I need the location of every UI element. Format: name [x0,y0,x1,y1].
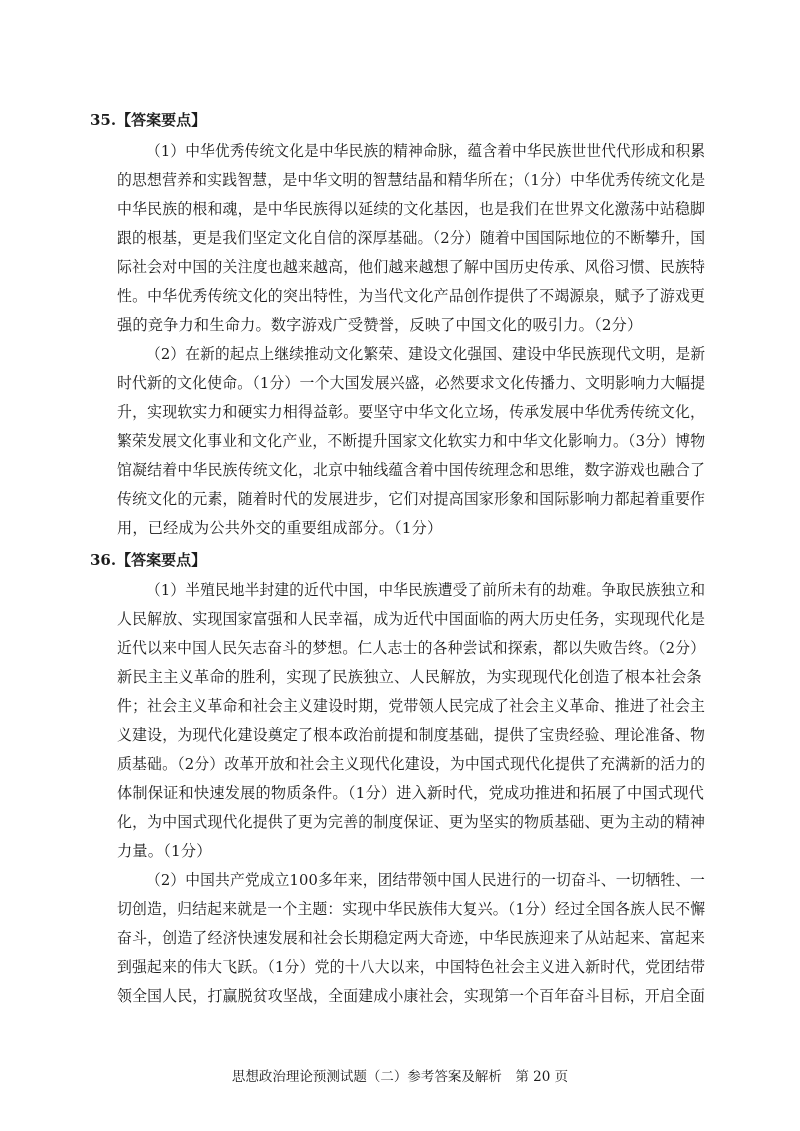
section-35-line: 际社会对中国的关注度也越来越高，他们越来越想了解中国历史传承、风俗习惯、民族特 [117,258,706,276]
section-35-line: 强的竞争力和生命力。数字游戏广受赞誉，反映了中国文化的吸引力。（2分） [117,316,643,334]
section-36-line: （1）半殖民地半封建的近代中国，中华民族遭受了前所未有的劫难。争取民族独立和 [146,581,706,599]
section-36-line: 到强起来的伟大飞跃。（1分）党的十八大以来，中国特色社会主义进入新时代，党团结带 [117,958,706,976]
section-35-line: 性。中华优秀传统文化的突出特性，为当代文化产品创作提供了不竭源泉，赋予了游戏更 [117,287,706,305]
section-35-line: 跟的根基，更是我们坚定文化自信的深厚基础。（2分）随着中国国际地位的不断攀升，国 [117,229,706,247]
section-36-line: 义建设，为现代化建设奠定了根本政治前提和制度基础，提供了宝贵经验、理论准备、物 [117,726,706,744]
section-36-line: 新民主主义革命的胜利，实现了民族独立、人民解放，为实现现代化创造了根本社会条 [117,668,702,686]
section-35-line: 传统文化的元素，随着时代的发展进步，它们对提高国家形象和国际影响力都起着重要作 [117,490,706,508]
section-36-line: 切创造，归结起来就是一个主题：实现中华民族伟大复兴。（1分）经过全国各族人民不懈 [117,900,706,918]
section-36-line: 力量。（1分） [117,842,212,860]
section-35-line: 的思想营养和实践智慧，是中华文明的智慧结晶和精华所在；（1分）中华优秀传统文化是 [117,171,706,189]
section-36-line: 领全国人民，打赢脱贫攻坚战，全面建成小康社会，实现第一个百年奋斗目标，开启全面 [117,987,706,1005]
section-36-line: 近代以来中国人民矢志奋斗的梦想。仁人志士的各种尝试和探索，都以失败告终。（2分） [117,639,706,657]
section-35-line: （1）中华优秀传统文化是中华民族的精神命脉，蕴含着中华民族世世代代形成和积累 [146,142,706,160]
section-35-line: 时代新的文化使命。（1分）一个大国发展兴盛，必然要求文化传播力、文明影响力大幅提 [117,374,706,392]
section-35-line: （2）在新的起点上继续推动文化繁荣、建设文化强国、建设中华民族现代文明，是新 [146,345,706,363]
section-35-line: 繁荣发展文化事业和文化产业，不断提升国家文化软实力和中华文化影响力。（3分）博物 [117,432,706,450]
section-36-line: 奋斗，创造了经济快速发展和社会长期稳定两大奇迹，中华民族迎来了从站起来、富起来 [117,929,706,947]
section-36-line: 体制保证和快速发展的物质条件。（1分）进入新时代，党成功推进和拓展了中国式现代 [117,784,704,802]
section-36-line: 人民解放、实现国家富强和人民幸福，成为近代中国面临的两大历史任务，实现现代化是 [117,610,706,628]
section-35-line: 中华民族的根和魂，是中华民族得以延续的文化基因，也是我们在世界文化激荡中站稳脚 [117,200,706,218]
section-35-heading: 35.【答案要点】 [90,111,207,129]
section-36-line: 化，为中国式现代化提供了更为完善的制度保证、更为坚实的物质基础、更为主动的精神 [117,813,706,831]
section-35-line: 用，已经成为公共外交的重要组成部分。（1分） [117,519,443,537]
section-36-line: 质基础。（2分）改革开放和社会主义现代化建设，为中国式现代化提供了充满新的活力的 [117,755,706,773]
section-36-line: （2）中国共产党成立100多年来，团结带领中国人民进行的一切奋斗、一切牺牲、一 [146,871,705,889]
page-footer: 思想政治理论预测试题（二）参考答案及解析 第 20 页 [231,1069,569,1085]
section-36-line: 件；社会主义革命和社会主义建设时期，党带领人民完成了社会主义革命、推进了社会主 [117,697,706,715]
section-35-line: 馆凝结着中华民族传统文化，北京中轴线蕴含着中国传统理念和思维，数字游戏也融合了 [117,461,706,479]
section-36-heading: 36.【答案要点】 [90,551,207,569]
section-35-line: 升，实现软实力和硬实力相得益彰。要坚守中华文化立场，传承发展中华优秀传统文化， [117,403,706,421]
